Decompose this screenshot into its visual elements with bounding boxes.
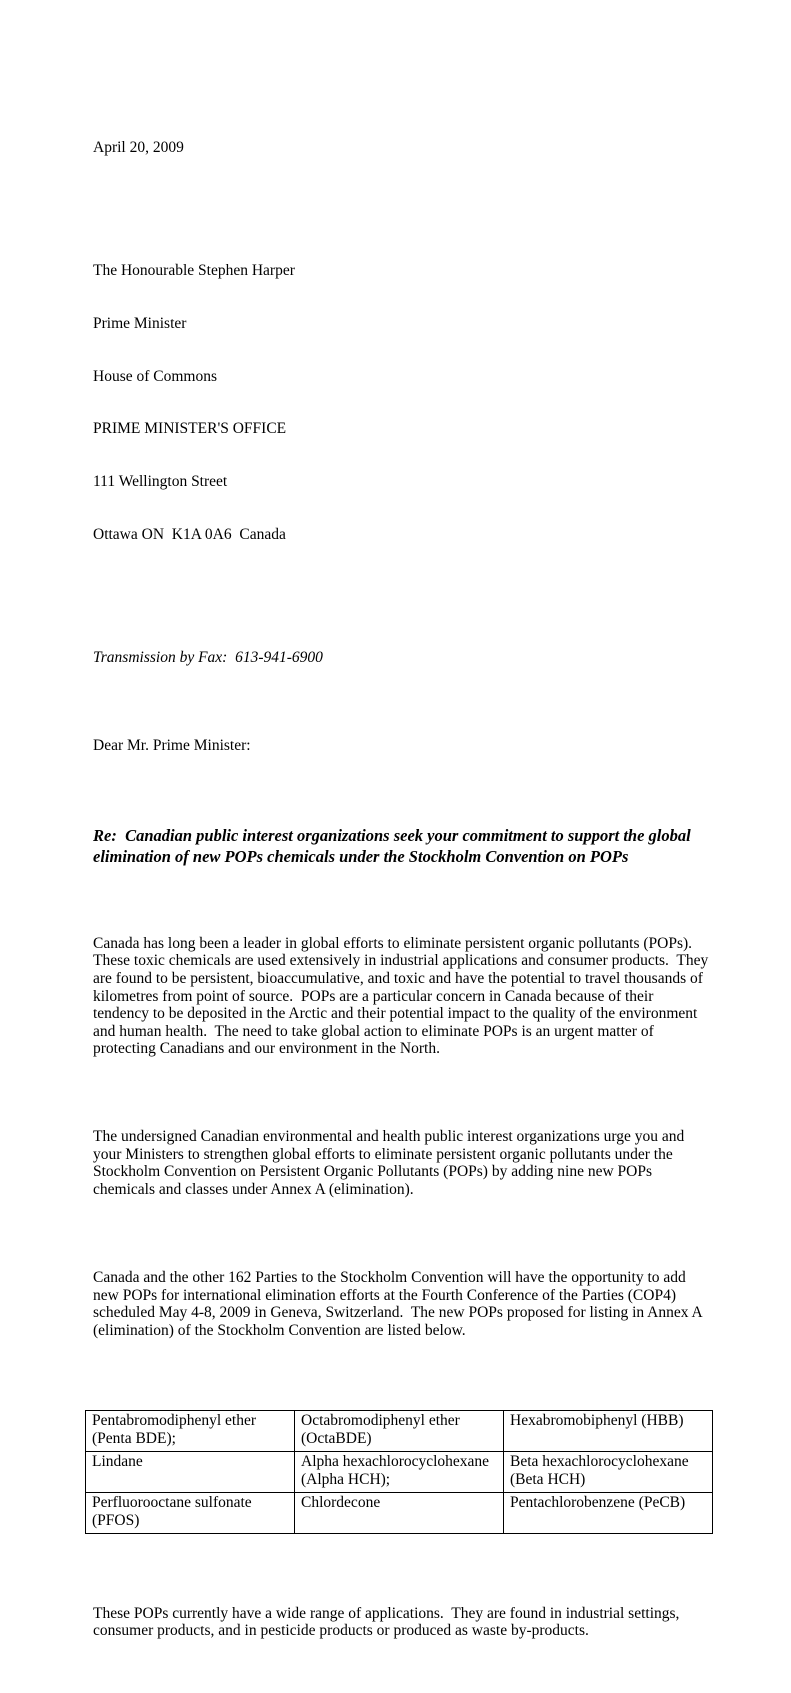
pops-chemicals-table	[85, 1410, 713, 1534]
fax-transmission-line: Transmission by Fax: 613-941-6900	[93, 649, 323, 666]
table-cell: Chlordecone	[295, 1492, 504, 1533]
recipient-city: Ottawa ON K1A 0A6 Canada	[93, 525, 286, 543]
recipient-street: 111 Wellington Street	[93, 473, 228, 491]
table-cell: Octabromodiphenyl ether (OctaBDE)	[295, 1410, 504, 1451]
table-cell: Perfluorooctane sulfonate (PFOS)	[86, 1492, 295, 1533]
table-row	[86, 1492, 713, 1533]
table-cell: Beta hexachlorocyclohexane (Beta HCH)	[504, 1451, 713, 1492]
paragraph-intro: Canada has long been a leader in global efforts to eliminate persistent organic pollutants (POPs). These toxic chemicals are used extensively in industrial applications and consumer products. They are found to be persistent, bioaccumulative, and toxic and have the potential to travel thousands of kilometres from point of source. POPs are a particular concern in Canada because of their tendency to be deposited in the Arctic and their potential impact to the quality of the environment and human health. The need to take global action to eliminate POPs is an urgent matter of protecting Canadians and our environment in the North.	[93, 934, 713, 1058]
recipient-address	[93, 227, 713, 579]
table-cell: Hexabromobiphenyl (HBB)	[504, 1410, 713, 1451]
table-cell: Pentachlorobenzene (PeCB)	[504, 1492, 713, 1533]
recipient-institution: House of Commons	[93, 367, 217, 385]
salutation: Dear Mr. Prime Minister:	[93, 736, 251, 754]
recipient-office: PRIME MINISTER'S OFFICE	[93, 420, 287, 438]
table-cell: Alpha hexachlorocyclohexane (Alpha HCH);	[295, 1451, 504, 1492]
paragraph-urge: The undersigned Canadian environmental and health public interest organizations urge you and your Ministers to strengthen global efforts to eliminate persistent organic pollutants under the Stockholm Convention on Persistent Organic Pollutants (POPs) by adding nine new POPs chemicals and classes under Annex A (elimination).	[93, 1128, 689, 1199]
paragraph-cop4: Canada and the other 162 Parties to the Stockholm Convention will have the opportunity to add new POPs for international elimination efforts at the Fourth Conference of the Parties (COP4) scheduled May 4-8, 2009 in Geneva, Switzerland. The new POPs proposed for listing in Annex A (elimination) of the Stockholm Convention are listed below.	[93, 1269, 706, 1339]
closing-paragraph: These POPs currently have a wide range of applications. They are found in industrial settings, consumer products, and in pesticide products or produced as waste by-products.	[93, 1604, 684, 1640]
recipient-title: Prime Minister	[93, 314, 187, 332]
subject-line: Re: Canadian public interest organizations seek your commitment to support the global elimination of new POPs chemicals under the Stockholm Convention on POPs	[93, 825, 695, 866]
letter-date: April 20, 2009	[93, 138, 184, 156]
table-row	[86, 1410, 713, 1451]
table-cell: Pentabromodiphenyl ether (Penta BDE);	[86, 1410, 295, 1451]
table-cell: Lindane	[86, 1451, 295, 1492]
table-row	[86, 1451, 713, 1492]
recipient-name: The Honourable Stephen Harper	[93, 261, 295, 279]
